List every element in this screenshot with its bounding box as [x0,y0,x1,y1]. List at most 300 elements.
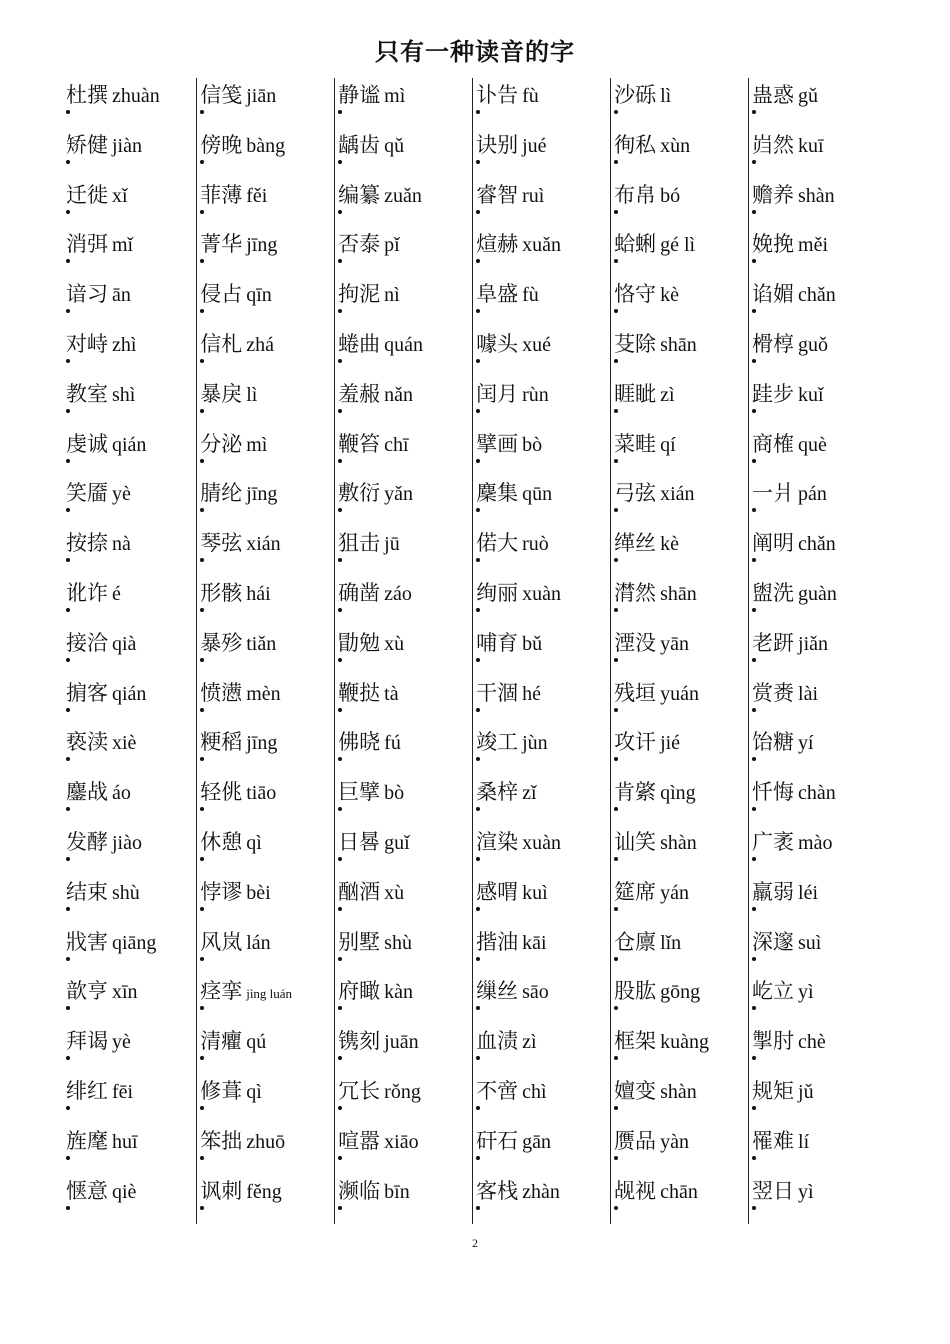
pinyin-text: kè [660,533,679,556]
word-text: 惬意 [66,1176,108,1206]
pinyin-text: zì [660,383,675,406]
word-text: 哺育 [476,628,518,658]
word-entry [66,130,142,160]
pinyin-text: kuì [522,881,548,904]
word-text: 清癯 [200,1026,242,1056]
word-text: 狙击 [338,528,380,558]
pinyin-text: shù [384,931,412,954]
word-entry [200,777,276,807]
word-entry [200,1126,285,1156]
word-entry [338,1026,418,1056]
pinyin-text: lán [246,931,271,954]
word-text: 暴殄 [200,628,242,658]
word-entry [476,429,542,459]
word-entry [614,927,681,957]
word-entry [476,578,561,608]
pinyin-text: mèn [246,682,281,705]
word-entry [338,976,413,1006]
pinyin-text: bīn [384,1180,410,1203]
word-text: 煊赫 [476,229,518,259]
word-text: 轻佻 [200,777,242,807]
word-entry [476,976,549,1006]
word-column [610,78,748,1224]
word-text: 教室 [66,379,108,409]
word-entry [614,180,680,210]
pinyin-text: jiàn [112,134,142,157]
word-entry [66,80,160,110]
pinyin-text: xù [384,881,405,904]
pinyin-text: zhá [246,334,274,356]
pinyin-text: jiǎn [798,632,829,655]
word-entry [200,329,274,359]
word-entry [614,777,696,807]
pinyin-text: ruò [522,533,549,556]
word-text: 偌大 [476,528,518,558]
pinyin-text: shì [112,383,136,406]
word-text: 冗长 [338,1076,380,1106]
pinyin-text: lài [798,682,819,705]
pinyin-text: fěi [246,184,268,207]
word-text: 拜谒 [66,1026,108,1056]
word-text: 湮没 [614,628,656,658]
word-entry [752,130,824,160]
pinyin-text: kuàng [660,1031,709,1054]
pinyin-text: mì [246,433,268,456]
page-number: 2 [472,1236,478,1250]
pinyin-text: qià [112,632,137,655]
pinyin-text: gōng [660,981,701,1004]
word-entry [476,777,536,807]
word-text: 蛊惑 [752,80,794,110]
word-entry [614,528,679,558]
word-text: 觇视 [614,1176,656,1206]
word-text: 濒临 [338,1176,380,1206]
word-text: 客栈 [476,1176,518,1206]
word-entry [752,379,824,409]
word-text: 否泰 [338,229,380,259]
word-text: 干涸 [476,678,518,708]
word-entry [614,379,674,409]
word-text: 琴弦 [200,528,242,558]
word-text: 悖谬 [200,877,242,907]
word-entry [200,379,257,409]
word-entry [66,1026,131,1056]
word-entry [338,1126,418,1156]
word-text: 粳稻 [200,727,242,757]
pinyin-text: jùn [522,732,548,755]
word-entry [200,1076,262,1106]
word-text: 诀别 [476,130,518,160]
pinyin-text: mì [384,85,406,107]
word-entry [752,1176,814,1206]
word-text: 缫丝 [476,976,518,1006]
word-entry [752,927,821,957]
word-text: 鞭笞 [338,429,380,459]
word-entry [338,827,410,857]
word-text: 赝品 [614,1126,656,1156]
word-entry [476,478,552,508]
pinyin-text: xù [384,632,405,655]
word-entry [476,877,548,907]
word-entry [752,827,832,857]
word-table [66,78,886,1224]
pinyin-text: chǎn [798,533,836,556]
pinyin-text: fú [384,732,401,755]
pinyin-text: xián [246,533,281,556]
word-entry [752,877,818,907]
pinyin-text: juān [384,1031,419,1054]
word-entry [200,628,276,658]
word-entry [338,727,401,757]
pinyin-text: jiān [246,85,277,107]
pinyin-text: kàn [384,981,414,1004]
word-entry [752,229,828,259]
word-text: 羞赧 [338,379,380,409]
word-entry [66,578,121,608]
pinyin-text: xùn [660,134,691,157]
word-text: 饴糖 [752,727,794,757]
pinyin-text: bó [660,184,681,207]
word-text: 敷衍 [338,478,380,508]
word-text: 分泌 [200,429,242,459]
word-entry [66,727,136,757]
word-entry [614,329,697,359]
word-text: 巨擘 [338,777,380,807]
pinyin-text: huī [112,1130,138,1153]
pinyin-text: qìng [660,782,696,805]
word-text: 静谧 [338,80,380,110]
word-text: 芟除 [614,329,656,359]
word-column [66,78,196,1224]
pinyin-text: yí [798,732,814,755]
pinyin-text: shàn [798,184,835,207]
word-entry [476,927,546,957]
page-title: 只有一种读音的字 [375,38,575,66]
pinyin-text: tiāo [246,782,277,805]
word-entry [614,478,694,508]
word-entry [614,678,699,708]
word-text: 虔诚 [66,429,108,459]
word-text: 对峙 [66,329,108,359]
word-text: 榾椁 [752,329,794,359]
word-entry [66,976,138,1006]
word-entry [66,180,128,210]
word-entry [752,429,827,459]
word-text: 讪笑 [614,827,656,857]
word-text: 讽刺 [200,1176,242,1206]
word-text: 残垣 [614,678,656,708]
word-text: 鏖战 [66,777,108,807]
word-text: 血渍 [476,1026,518,1056]
word-entry [200,130,285,160]
word-text: 麇集 [476,478,518,508]
pinyin-text: gé lì [660,234,696,257]
word-entry [614,229,695,259]
word-entry [614,130,690,160]
word-text: 翌日 [752,1176,794,1206]
word-entry [476,379,549,409]
word-entry [338,478,413,508]
word-text: 擘画 [476,429,518,459]
word-entry [66,777,131,807]
pinyin-text: shàn [660,1081,697,1103]
word-text: 矫健 [66,130,108,160]
word-entry [476,80,539,110]
word-entry [338,80,405,110]
pinyin-text: bèi [246,881,271,904]
word-entry [752,976,814,1006]
word-text: 傍晚 [200,130,242,160]
word-entry [476,1076,546,1106]
word-text: 潸然 [614,578,656,608]
word-entry [476,1026,536,1056]
pinyin-text: guǒ [798,334,829,356]
word-text: 杜撰 [66,80,108,110]
word-text: 菜畦 [614,429,656,459]
pinyin-text: xǐ [112,184,128,207]
word-entry [200,528,280,558]
word-text: 蛤蜊 [614,229,656,259]
pinyin-text: kuǐ [798,383,824,406]
pinyin-text: jìng luán [246,986,293,1002]
word-entry [614,976,700,1006]
pinyin-text: jié [660,732,681,755]
word-text: 竣工 [476,727,518,757]
pinyin-text: suì [798,931,822,954]
word-text: 股肱 [614,976,656,1006]
word-entry [752,478,827,508]
pinyin-text: chī [384,433,409,456]
word-entry [200,877,270,907]
word-entry [338,678,398,708]
word-entry [66,329,136,359]
pinyin-text: jīng [246,234,278,257]
word-text: 不啻 [476,1076,518,1106]
pinyin-text: xián [660,483,695,506]
pinyin-text: qīn [246,284,272,307]
word-text: 结束 [66,877,108,907]
word-text: 娩挽 [752,229,794,259]
word-text: 沙砾 [614,80,656,110]
word-entry [476,279,539,309]
pinyin-text: qiè [112,1180,137,1203]
word-text: 商榷 [752,429,794,459]
pinyin-text: zhuàn [112,85,160,107]
pinyin-text: kuī [798,134,824,157]
word-text: 戕害 [66,927,108,957]
word-entry [752,329,828,359]
pinyin-text: lí [798,1130,810,1153]
pinyin-text: shān [660,583,697,605]
pinyin-text: rùn [522,383,549,406]
pinyin-text: jǔ [798,1081,814,1103]
pinyin-text: bǔ [522,632,543,655]
pinyin-text: fēi [112,1081,134,1103]
word-entry [476,1126,551,1156]
word-entry [338,528,400,558]
word-text: 蜷曲 [338,329,380,359]
pinyin-text: qì [246,832,262,854]
pinyin-text: rǒng [384,1081,421,1103]
pinyin-text: qiāng [112,931,157,954]
word-text: 广袤 [752,827,794,857]
pinyin-text: xuàn [522,832,561,854]
word-text: 修葺 [200,1076,242,1106]
word-entry [66,927,156,957]
word-text: 噱头 [476,329,518,359]
pinyin-text: jū [384,533,400,556]
pinyin-text: nà [112,533,131,556]
pinyin-text: chǎn [798,284,836,307]
word-text: 仓廪 [614,927,656,957]
pinyin-text: yì [798,981,814,1004]
pinyin-text: pǐ [384,234,400,257]
word-text: 羸弱 [752,877,794,907]
word-text: 矸石 [476,1126,518,1156]
word-text: 形骸 [200,578,242,608]
word-entry [614,628,689,658]
pinyin-text: zhì [112,334,137,356]
pinyin-text: pán [798,483,827,506]
word-text: 闰月 [476,379,518,409]
word-text: 消弭 [66,229,108,259]
word-entry [66,429,146,459]
pinyin-text: zì [522,1031,537,1054]
pinyin-text: bò [384,782,405,805]
word-text: 按捺 [66,528,108,558]
word-text: 歆亨 [66,976,108,1006]
pinyin-text: fěng [246,1180,282,1203]
word-entry [200,727,277,757]
word-entry [66,877,140,907]
word-entry [200,229,277,259]
pinyin-text: jiào [112,832,142,854]
word-text: 桑梓 [476,777,518,807]
pinyin-text: chì [522,1081,547,1103]
pinyin-text: yè [112,483,131,506]
word-text: 掣肘 [752,1026,794,1056]
word-text: 恪守 [614,279,656,309]
word-text: 屹立 [752,976,794,1006]
pinyin-text: qú [246,1031,267,1054]
word-entry [752,628,828,658]
word-entry [476,678,541,708]
pinyin-text: ruì [522,184,545,207]
pinyin-text: mǐ [112,234,134,257]
word-entry [752,578,837,608]
word-text: 弓弦 [614,478,656,508]
word-text: 老趼 [752,628,794,658]
word-entry [476,329,551,359]
word-entry [338,329,423,359]
word-entry [200,180,267,210]
word-text: 日晷 [338,827,380,857]
pinyin-text: kāi [522,931,547,954]
word-text: 讹诈 [66,578,108,608]
word-entry [476,180,544,210]
pinyin-text: qūn [522,483,553,506]
pinyin-text: léi [798,881,819,904]
word-entry [200,1026,266,1056]
word-text: 阜盛 [476,279,518,309]
word-entry [614,1126,689,1156]
pinyin-text: bàng [246,134,286,157]
word-text: 一爿 [752,478,794,508]
word-text: 镌刻 [338,1026,380,1056]
word-text: 睿智 [476,180,518,210]
word-text: 确凿 [338,578,380,608]
word-text: 腈纶 [200,478,242,508]
word-text: 谙习 [66,279,108,309]
word-text: 盥洗 [752,578,794,608]
word-entry [614,279,679,309]
pinyin-text: xué [522,334,551,356]
word-entry [338,1076,421,1106]
word-entry [476,827,561,857]
word-entry [476,130,546,160]
word-entry [200,80,276,110]
word-column [472,78,610,1224]
word-entry [200,976,292,1006]
word-text: 框架 [614,1026,656,1056]
word-text: 岿然 [752,130,794,160]
pinyin-text: qǔ [384,134,405,157]
pinyin-text: chè [798,1031,826,1054]
word-text: 赏赉 [752,678,794,708]
word-entry [476,628,542,658]
word-text: 绯红 [66,1076,108,1106]
word-entry [66,678,146,708]
word-text: 缂丝 [614,528,656,558]
word-entry [338,379,413,409]
word-text: 深邃 [752,927,794,957]
word-text: 笑靥 [66,478,108,508]
pinyin-text: gān [522,1130,551,1153]
pinyin-text: chān [660,1180,698,1203]
pinyin-text: lì [660,85,672,107]
word-entry [338,578,412,608]
pinyin-text: xuǎn [522,234,561,257]
word-entry [200,429,267,459]
word-text: 酗酒 [338,877,380,907]
pinyin-text: qì [246,1081,262,1103]
word-text: 勖勉 [338,628,380,658]
word-text: 编纂 [338,180,380,210]
word-text: 拘泥 [338,279,380,309]
word-text: 亵渎 [66,727,108,757]
word-text: 菁华 [200,229,242,259]
pinyin-text: é [112,583,121,605]
word-column [334,78,472,1224]
word-text: 喧嚣 [338,1126,380,1156]
word-entry [752,279,836,309]
word-entry [614,827,697,857]
word-entry [752,727,814,757]
pinyin-text: qián [112,433,147,456]
word-entry [338,130,404,160]
word-entry [752,777,836,807]
pinyin-text: quán [384,334,424,356]
word-entry [752,1126,809,1156]
word-text: 渲染 [476,827,518,857]
word-text: 跬步 [752,379,794,409]
word-text: 别墅 [338,927,380,957]
word-entry [614,429,676,459]
word-entry [200,1176,282,1206]
pinyin-text: yì [798,1180,814,1203]
word-text: 府瞰 [338,976,380,1006]
pinyin-text: sāo [522,981,549,1004]
